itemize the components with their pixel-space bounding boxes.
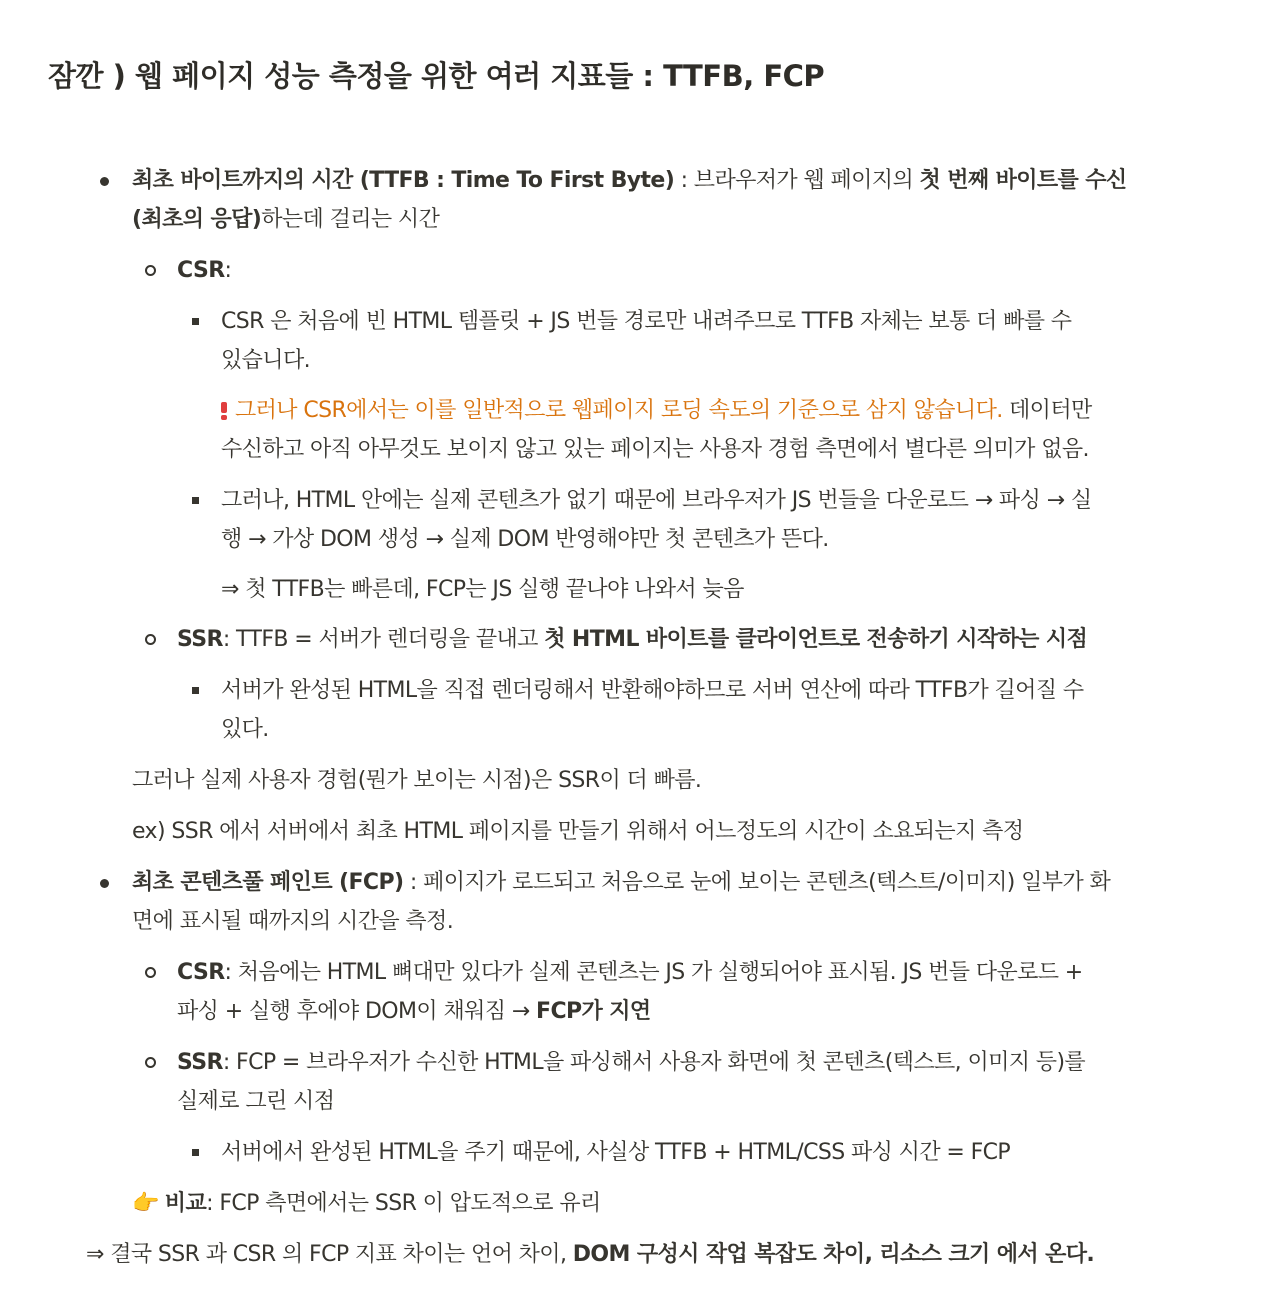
fcp-csr-line2-pre: 파싱 + 실행 후에야 DOM이 채워짐 → [177,999,537,1024]
bullet-disc [100,177,109,186]
fcp-desc-line2: 면에 표시될 때까지의 시간을 측정. [132,909,454,934]
ttfb-csr-heading [177,251,231,291]
fcp-desc-line1: : 페이지가 로드되고 처음으로 눈에 보이는 콘텐츠(텍스트/이미지) 일부가 화 [403,870,1111,895]
ttfb-csr-item2-line2: 행 → 가상 DOM 생성 → 실제 DOM 반영해야만 첫 콘텐츠가 뜬다. [221,527,829,552]
ttfb-csr-item2-line1: 그러나, HTML 안에는 실제 콘텐츠가 없기 때문에 브라우저가 JS 번들을 다운로드 → 파싱 → 실 [221,488,1092,513]
fcp-compare-text: : FCP 측면에서는 SSR 이 압도적으로 유리 [206,1191,601,1216]
fcp-label: 최초 콘텐츠풀 페인트 (FCP) [132,870,404,895]
ttfb-desc-bold: 첫 번째 바이트를 수신 [919,168,1127,193]
conclusion-pre: ⇒ 결국 SSR 과 CSR 의 FCP 지표 차이는 언어 차이, [86,1242,573,1267]
ttfb-csr-item2-note: ⇒ 첫 TTFB는 빠른데, FCP는 JS 실행 끝나야 나와서 늦음 [221,577,744,602]
conclusion-bold: DOM 구성시 작업 복잡도 차이, 리소스 크기 에서 온다. [572,1242,1095,1267]
ttfb-ssr-desc-pre: : TTFB = 서버가 렌더링을 끝내고 [222,627,545,652]
fcp-csr-line1 [177,953,1083,993]
conclusion [86,1235,1094,1275]
bullet-circle [145,1057,156,1068]
bullet-disc [100,879,109,888]
fcp-ssr-label: SSR [177,1050,223,1075]
ttfb-label: 최초 바이트까지의 시간 (TTFB : Time To First Byte) [132,168,675,193]
bullet-square [192,497,199,504]
ttfb-desc-bold-2: (최초의 응답) [132,207,262,232]
fcp-line-1 [132,863,1110,903]
ttfb-ssr-desc-bold: 첫 HTML 바이트를 클라이언트로 전송하기 시작하는 시점 [544,627,1088,652]
ttfb-ssr-item1-line2: 있다. [221,717,269,742]
ttfb-csr-warning-line2: 수신하고 아직 아무것도 보이지 않고 있는 페이지는 사용자 경험 측면에서 별다른 의미가 없음. [221,437,1089,462]
fcp-csr-line2 [177,992,651,1032]
bullet-circle [145,265,156,276]
ttfb-csr-item1-line2: 있습니다. [221,348,311,373]
ttfb-ssr-heading [177,620,1087,660]
ttfb-line-1 [132,161,1127,201]
fcp-ssr-text: : FCP = 브라우저가 수신한 HTML을 파싱해서 사용자 화면에 첫 콘텐츠(텍스트, 이미지 등)를 [222,1050,1086,1075]
fcp-ssr-item1: 서버에서 완성된 HTML을 주기 때문에, 사실상 TTFB + HTML/CSS 파싱 시간 = FCP [221,1140,1011,1165]
ttfb-line-2 [132,200,439,240]
fcp-ssr-line1 [177,1043,1085,1083]
ttfb-csr-warning-line1 [221,391,1092,431]
bullet-square [192,687,199,694]
ttfb-note-1: 그러나 실제 사용자 경험(뭔가 보이는 시점)은 SSR이 더 빠름. [132,768,702,793]
ttfb-desc-pre: : 브라우저가 웹 페이지의 [674,168,920,193]
ttfb-note-2: ex) SSR 에서 서버에서 최초 HTML 페이지를 만들기 위해서 어느정도의 시간이 소요되는지 측정 [132,819,1024,844]
page-title: 잠깐 ) 웹 페이지 성능 측정을 위한 여러 지표들 : TTFB, FCP [48,59,825,93]
pointing-hand-icon: 👉 [132,1191,159,1216]
ttfb-csr-label: CSR [177,258,225,283]
fcp-csr-text: : 처음에는 HTML 뼈대만 있다가 실제 콘텐츠는 JS 가 실행되어야 표시됨. JS 번들 다운로드 + [224,960,1083,985]
fcp-ssr-line2: 실제로 그린 시점 [177,1089,335,1114]
ttfb-csr-colon: : [224,258,232,283]
ttfb-ssr-item1-line1: 서버가 완성된 HTML을 직접 렌더링해서 반환해야하므로 서버 연산에 따라 TTFB가 길어질 수 [221,678,1084,703]
fcp-compare [132,1184,601,1224]
bullet-circle [145,634,156,645]
ttfb-csr-warning-rest: 데이터만 [1002,398,1092,423]
bullet-square [192,1149,199,1156]
ttfb-csr-item1-line1: CSR 은 처음에 빈 HTML 템플릿 + JS 번들 경로만 내려주므로 TTFB 자체는 보통 더 빠를 수 [221,309,1072,334]
ttfb-ssr-label: SSR [177,627,223,652]
ttfb-csr-warning-orange: 그러나 CSR에서는 이를 일반적으로 웹페이지 로딩 속도의 기준으로 삼지 않습니다. [235,398,1003,423]
bullet-square [192,318,199,325]
bullet-circle [145,967,156,978]
fcp-compare-label: 비교 [164,1191,207,1216]
fcp-csr-label: CSR [177,960,225,985]
exclamation-icon [221,402,227,418]
ttfb-desc-post: 하는데 걸리는 시간 [261,207,440,232]
fcp-csr-line2-bold: FCP가 지연 [536,999,651,1024]
